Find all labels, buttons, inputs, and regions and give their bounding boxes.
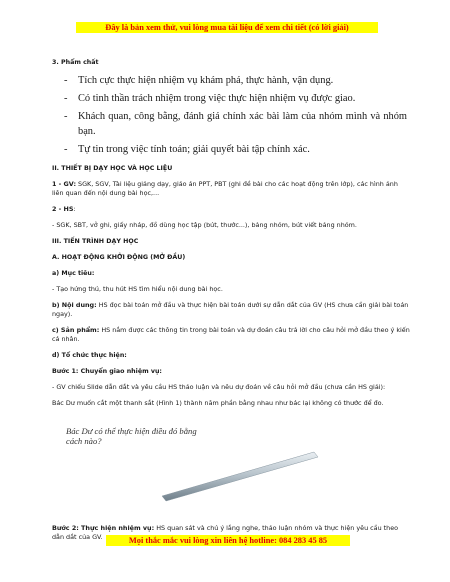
teacher-text: SGK, SGV, Tài liệu giảng dạy, giáo án PPT, PBT (ghi đề bài cho các hoạt động trên lớp), các hình ảnh liên quan đến nội dung bài học,...	[52, 180, 398, 197]
document-body	[52, 58, 410, 542]
list-item	[52, 73, 410, 88]
organization-label: d) Tổ chức thực hiện:	[52, 352, 127, 359]
step1-text: - GV chiếu Slide dẫn dắt và yêu cầu HS thảo luận và nêu dự đoán về câu hỏi mở đầu (chưa cần HS giải):	[52, 383, 386, 391]
student-label: 2 - HS	[52, 205, 74, 213]
list-item-text: Tích cực thực hiện nhiệm vụ khám phá, thực hành, vận dụng.	[78, 75, 334, 86]
content-label: b) Nội dung:	[52, 301, 97, 309]
student-materials-label-line	[52, 205, 410, 214]
slide-figure	[52, 424, 410, 510]
hotline-footer: Mọi thắc mắc vui lòng xin liên hệ hotline: 084 283 45 85	[106, 535, 350, 546]
product-label: c) Sản phẩm:	[52, 326, 100, 334]
iron-bar-icon	[162, 452, 318, 501]
student-materials: - SGK, SBT, vở ghi, giấy nháp, đồ dùng học tập (bút, thước...), bảng nhóm, bút viết bảng nhóm.	[52, 221, 357, 229]
step2-text: HS quan sát và chú ý lắng nghe, thảo luận nhóm và thực hiện yêu cầu theo dẫn dắt của GV.	[52, 524, 399, 541]
preview-banner: Đây là bản xem thử, vui lòng mua tài liệu để xem chi tiết (có lời giải)	[76, 22, 378, 33]
list-item-text: Có tinh thần trách nhiệm trong việc thực hiện nhiệm vụ được giao.	[78, 93, 356, 104]
step2-label: Bước 2: Thực hiện nhiệm vụ:	[52, 524, 155, 532]
bullet-dash: -	[64, 111, 68, 122]
section-heading-pham-chat: 3. Phẩm chất	[52, 59, 99, 66]
quality-list	[52, 73, 410, 157]
objective-text: - Tạo hứng thú, thu hút HS tìm hiểu nội dung bài học.	[52, 285, 223, 293]
teacher-materials	[52, 180, 410, 198]
list-item	[52, 91, 410, 106]
teacher-label: 1 - GV:	[52, 180, 77, 188]
bullet-dash: -	[64, 144, 68, 155]
problem-text: Bác Dư muốn cắt một thanh sắt (Hình 1) thành năm phần bằng nhau như bác lại không có thước để đo.	[52, 399, 384, 407]
figure-question: Bác Dư có thể thực hiện điều đó bằng cách nào?	[66, 426, 197, 446]
bullet-dash: -	[64, 75, 68, 86]
section-heading-thiet-bi: II. THIẾT BỊ DẠY HỌC VÀ HỌC LIỆU	[52, 165, 173, 172]
content-paragraph	[52, 301, 410, 319]
product-paragraph	[52, 326, 410, 344]
section-heading-tien-trinh: III. TIẾN TRÌNH DẠY HỌC	[52, 238, 139, 245]
step1-label: Bước 1: Chuyển giao nhiệm vụ:	[52, 368, 162, 375]
list-item	[52, 142, 410, 157]
list-item-text: Khách quan, công bằng, đánh giá chính xác bài làm của nhóm mình và nhóm bạn.	[78, 111, 407, 137]
bullet-dash: -	[64, 93, 68, 104]
objective-label: a) Mục tiêu:	[52, 270, 95, 277]
content-text: HS đọc bài toán mở đầu và thực hiện bài toán dưới sự dẫn dắt của GV (HS chưa cần giải bài toán ngay).	[52, 301, 409, 318]
list-item	[52, 109, 410, 139]
activity-heading: A. HOẠT ĐỘNG KHỞI ĐỘNG (MỞ ĐẦU)	[52, 254, 186, 261]
list-item-text: Tự tin trong việc tính toán; giải quyết bài tập chính xác.	[78, 144, 310, 155]
student-label-colon: :	[73, 205, 76, 213]
product-text: HS nắm được các thông tin trong bài toán và dự đoán câu trả lời cho câu hỏi mở đầu theo ý kiến cá nhân.	[52, 326, 410, 343]
